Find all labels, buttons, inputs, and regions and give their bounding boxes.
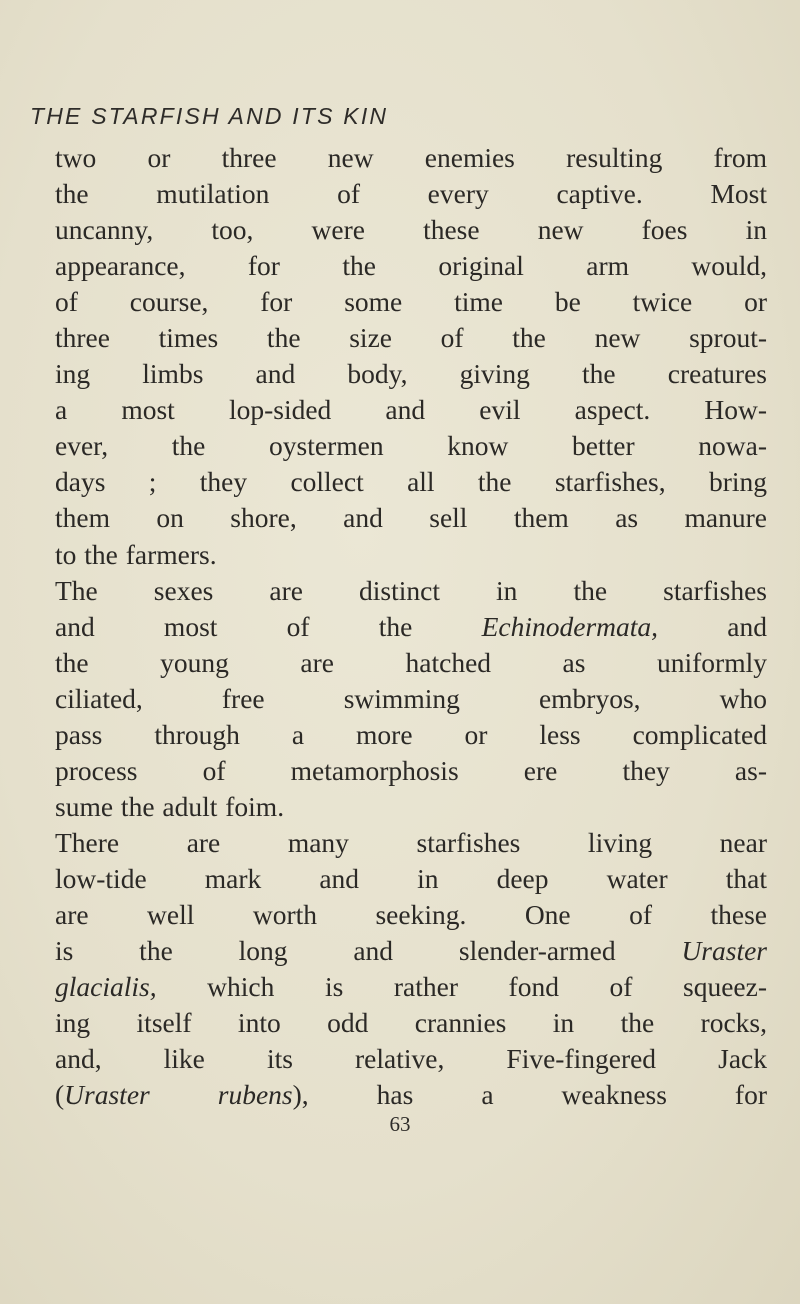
text-line [55, 356, 767, 392]
text-segment: of course, for some time be twice or [55, 286, 767, 318]
text-line [55, 933, 767, 969]
text-line [55, 1041, 767, 1077]
text-segment: days ; they collect all the starfishes, bring [55, 466, 767, 498]
text-segment: process of metamorphosis ere they as- [55, 754, 767, 786]
text-segment: sume the adult foim. [55, 790, 285, 822]
text-line [55, 861, 767, 897]
italic-term: Uraster rubens [64, 1079, 293, 1111]
text-line [55, 1005, 767, 1041]
text-segment: ciliated, free swimming embryos, who [55, 682, 767, 714]
page-number: 63 [389, 1112, 411, 1136]
text-line [55, 320, 767, 356]
text-segment: and, like its relative, Five-fingered Jack [55, 1043, 767, 1075]
text-segment: ing limbs and body, giving the creatures [55, 358, 767, 390]
text-segment: and [658, 610, 767, 642]
text-segment: is the long and slender-armed [55, 935, 682, 967]
text-line [55, 825, 767, 861]
text-segment: which is rather fond of squeez- [156, 971, 767, 1003]
text-line [55, 717, 767, 753]
text-segment: ever, the oystermen know better nowa- [55, 430, 767, 462]
running-head: THE STARFISH AND ITS KIN [30, 103, 389, 129]
italic-term: glacialis, [55, 971, 157, 1003]
italic-term: Echinodermata, [481, 610, 659, 642]
text-line [55, 645, 767, 681]
text-line [55, 609, 767, 645]
italic-term: Uraster [681, 935, 767, 967]
body-text [55, 140, 767, 1113]
text-line [55, 573, 767, 609]
text-line [55, 248, 767, 284]
text-line [55, 537, 767, 573]
text-segment: ing itself into odd crannies in the rocks, [55, 1007, 767, 1039]
text-line [55, 969, 767, 1005]
text-segment: are well worth seeking. One of these [55, 898, 767, 930]
text-segment: pass through a more or less complicated [55, 718, 767, 750]
text-segment: uncanny, too, were these new foes in [55, 214, 767, 246]
text-line [55, 392, 767, 428]
text-line [55, 284, 767, 320]
text-segment: The sexes are distinct in the starfishes [55, 574, 767, 606]
text-segment: low-tide mark and in deep water that [55, 862, 767, 894]
text-segment: There are many starfishes living near [55, 826, 767, 858]
text-segment: to the farmers. [55, 538, 217, 570]
text-line [55, 1077, 767, 1113]
text-line [55, 428, 767, 464]
text-segment: two or three new enemies resulting from [55, 142, 767, 173]
text-segment: a most lop-sided and evil aspect. How- [55, 394, 767, 426]
text-line [55, 897, 767, 933]
text-line [55, 212, 767, 248]
text-line [55, 140, 767, 176]
text-line [55, 681, 767, 717]
text-segment: three times the size of the new sprout- [55, 322, 767, 354]
text-line [55, 464, 767, 500]
text-segment: ), has a weakness for [292, 1079, 768, 1111]
text-segment: ( [55, 1079, 65, 1111]
text-segment: the young are hatched as uniformly [55, 646, 767, 678]
text-line [55, 789, 767, 825]
text-segment: and most of the [55, 610, 482, 642]
text-segment: appearance, for the original arm would, [55, 250, 767, 282]
text-line [55, 176, 767, 212]
text-line [55, 500, 767, 536]
text-segment: the mutilation of every captive. Most [55, 178, 767, 210]
text-segment: them on shore, and sell them as manure [55, 502, 767, 534]
text-line [55, 753, 767, 789]
